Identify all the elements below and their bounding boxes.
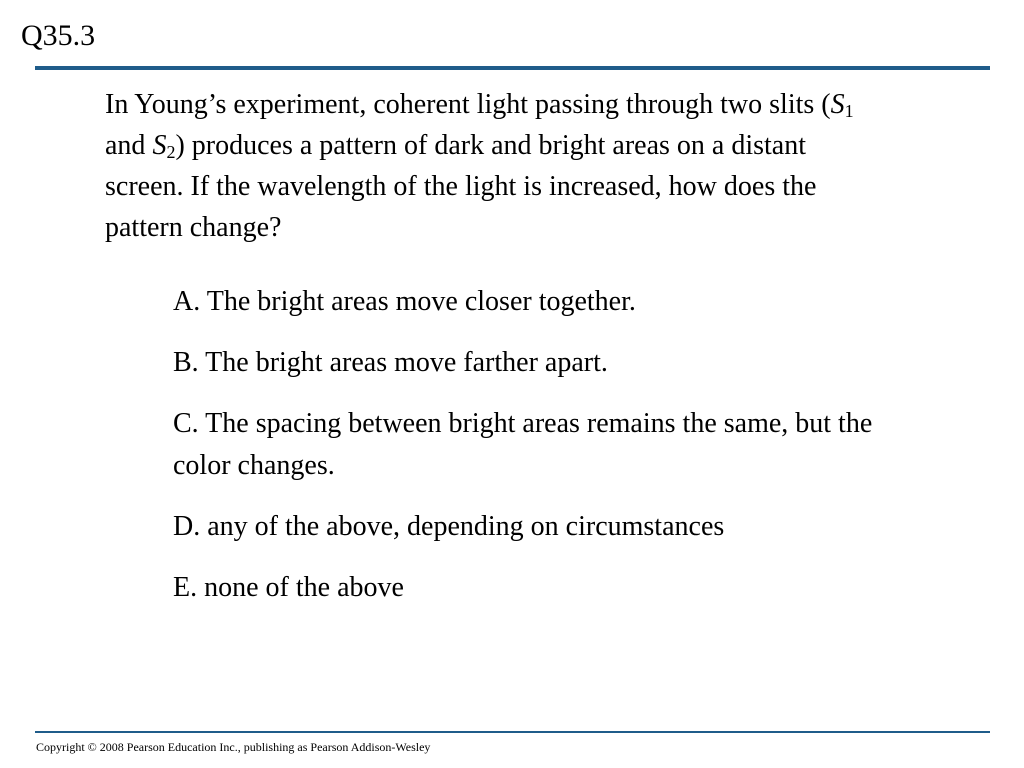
answer-option-b: B. The bright areas move farther apart. xyxy=(173,347,608,378)
answer-option-c: C. The spacing between bright areas remains the same, but the color changes. xyxy=(173,408,873,481)
slit-subscript-2: 2 xyxy=(166,142,176,162)
answer-list xyxy=(173,281,873,628)
question-part-2: and xyxy=(105,130,153,161)
copyright-footer: Copyright © 2008 Pearson Education Inc., publishing as Pearson Addison-Wesley xyxy=(36,740,431,754)
slit-symbol-2: S xyxy=(152,130,167,161)
question-part-3: ) produces a pattern of dark and bright areas on a distant screen. If the wavelength of the light is increased, how does the pattern change? xyxy=(105,130,817,243)
top-divider xyxy=(35,66,990,70)
answer-option-e: E. none of the above xyxy=(173,572,404,603)
answer-option-d: D. any of the above, depending on circumstances xyxy=(173,511,725,542)
slide-title: Q35.3 xyxy=(21,19,96,52)
question-text xyxy=(105,84,885,248)
answer-option-a: A. The bright areas move closer together. xyxy=(173,286,636,317)
slit-symbol-1: S xyxy=(830,89,845,120)
slit-subscript-1: 1 xyxy=(844,101,854,121)
bottom-divider xyxy=(35,731,990,733)
question-part-1: In Young’s experiment, coherent light passing through two slits ( xyxy=(105,89,831,120)
